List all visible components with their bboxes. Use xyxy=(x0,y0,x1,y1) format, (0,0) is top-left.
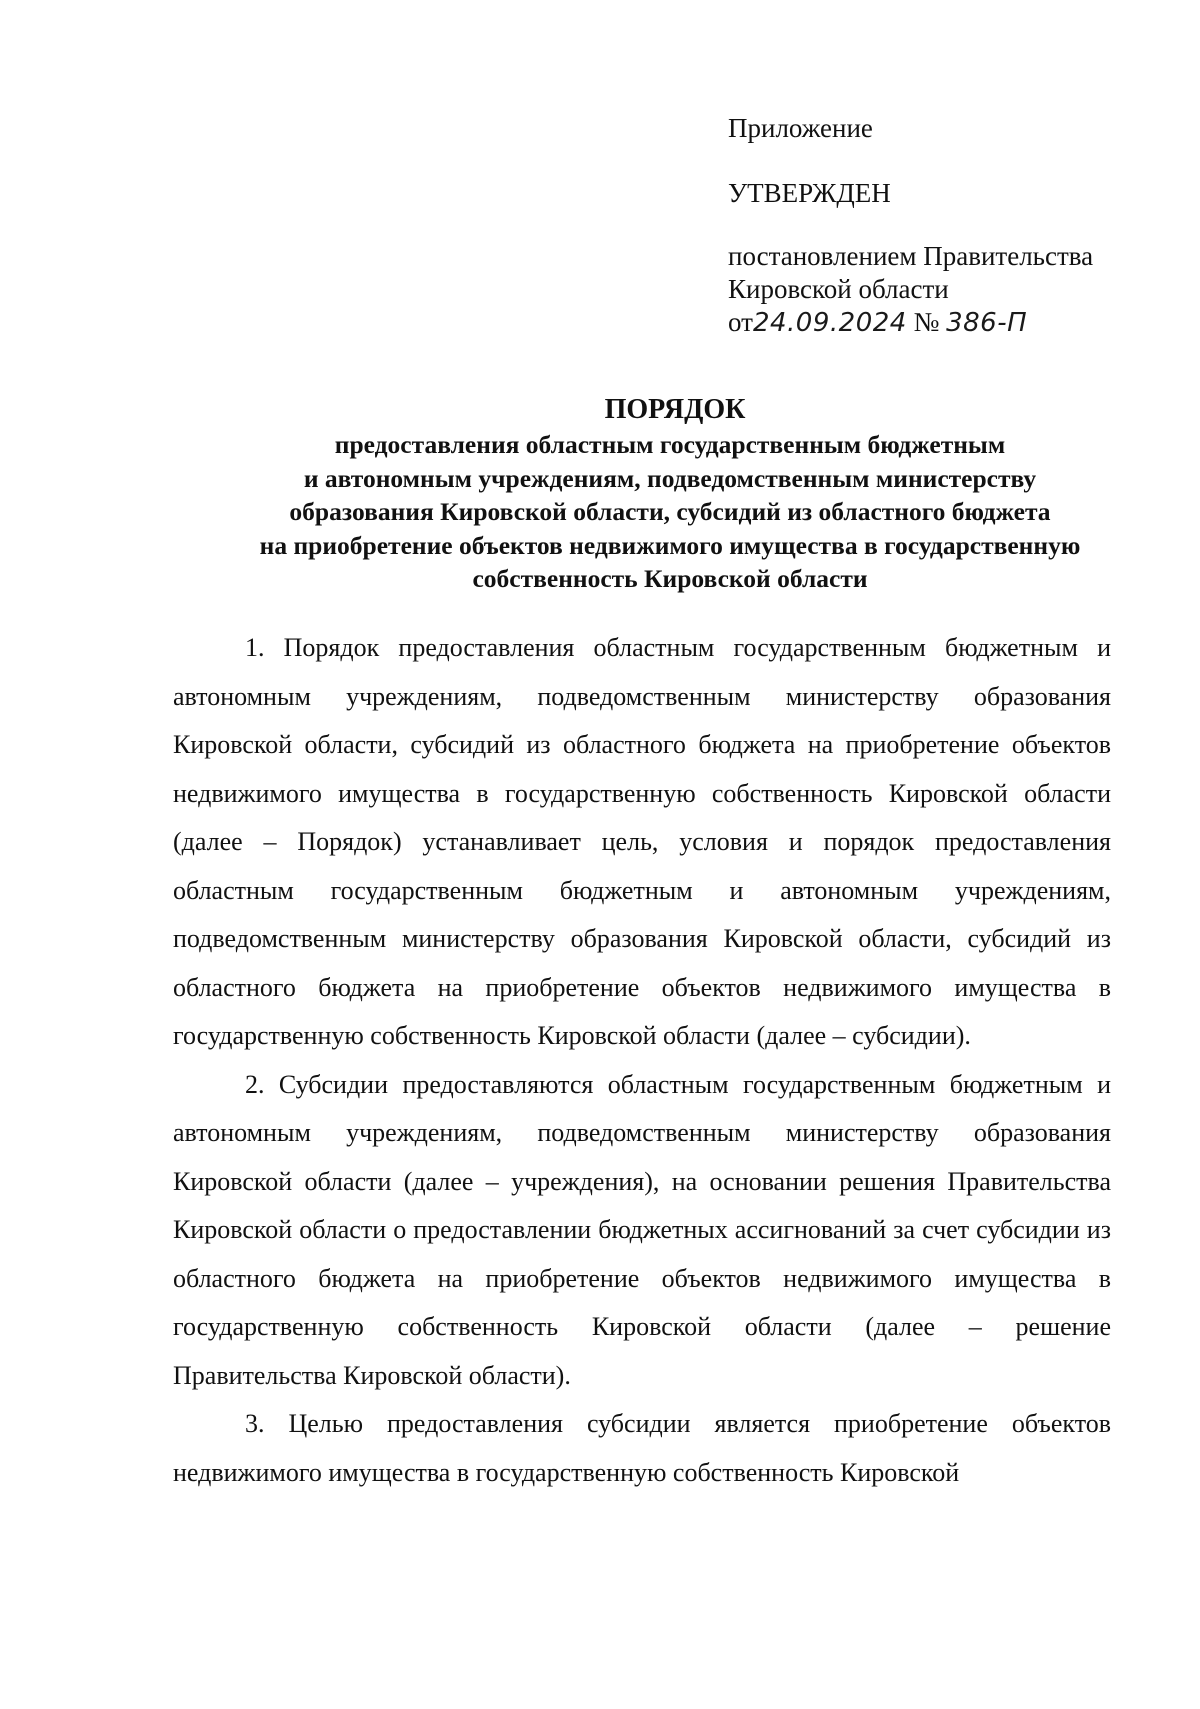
handwritten-number: 386-П xyxy=(946,308,1028,338)
subtitle-line: предоставления областным государственным бюджетным xyxy=(334,430,1006,459)
resolution-date-line xyxy=(728,306,1148,340)
approved-label: УТВЕРЖДЕН xyxy=(728,178,891,208)
subtitle-line: и автономным учреждениям, подведомственным министерству xyxy=(303,463,1037,493)
resolution-line-2: Кировской области xyxy=(728,274,949,304)
subtitle-line: на приобретение объектов недвижимого имущества в государственную xyxy=(259,530,1081,560)
subtitle-line: собственность Кировской области xyxy=(472,564,868,593)
approval-block xyxy=(728,112,1148,340)
paragraph-1: 1. Порядок предоставления областным государственным бюджетным и автономным учреждениям, подведомственным министерству образования Кировской области, субсидий из областного бюджета на приобретение объектов недвижимого имущества в государственную собственность Кировской области (далее – Порядок) устанавливает цель, условия и порядок предоставления областным государственным бюджетным и автономным учреждениям, подведомственным министерству образования Кировской области, субсидий из областного бюджета на приобретение объектов недвижимого имущества в государственную собственность Кировской области (далее – субсидии). xyxy=(173,633,1111,1050)
appendix-label: Приложение xyxy=(728,113,873,143)
document-title: ПОРЯДОК xyxy=(604,394,746,425)
subtitle-line: образования Кировской области, субсидий из областного бюджета xyxy=(289,497,1051,526)
paragraph-3: 3. Целью предоставления субсидии является приобретение объектов недвижимого имущества в государственную собственность Кировской xyxy=(173,1409,1111,1487)
handwritten-date: 24.09.2024 xyxy=(752,308,907,338)
date-prefix: от xyxy=(728,307,753,337)
document-body xyxy=(173,624,1111,1497)
document-subtitle xyxy=(170,428,1170,596)
resolution-line-1: постановлением Правительства xyxy=(728,241,1094,271)
paragraph-2: 2. Субсидии предоставляются областным государственным бюджетным и автономным учреждениям, подведомственным министерству образования Кировской области (далее – учреждения), на основании решения Правительства Кировской области о предоставлении бюджетных ассигнований за счет субсидии из областного бюджета на приобретение объектов недвижимого имущества в государственную собственность Кировской области (далее – решение Правительства Кировской области). xyxy=(173,1069,1111,1390)
number-prefix: № xyxy=(913,307,940,337)
